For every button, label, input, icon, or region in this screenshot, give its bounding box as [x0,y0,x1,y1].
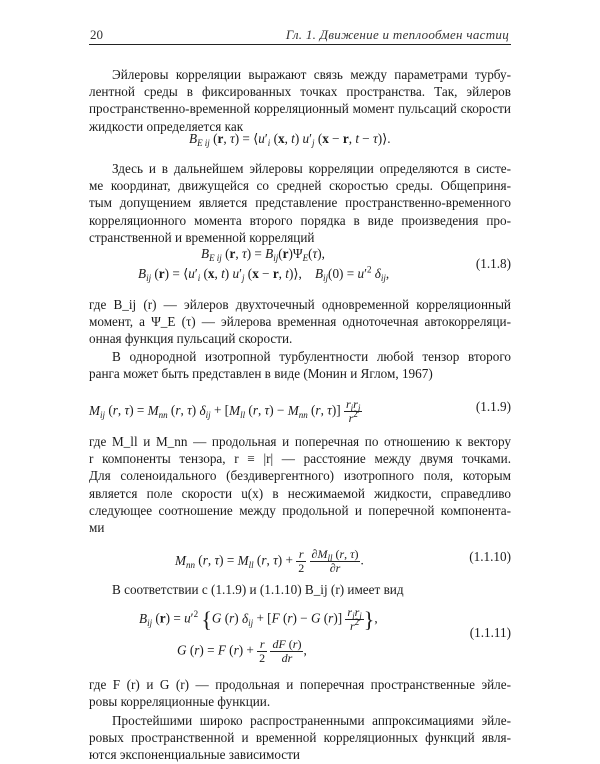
paragraph-4 [89,348,511,382]
formula: $M_{ij}$ (r, $\tau) = M_{nn}$ (r, τ) $\delta_{ij} + [M_{ll}$ (r, $\tau) - M_{nn}$ (r, τ)] $\frac{r_ir_j}{r^2}$ [89,397,361,425]
equation-1-1-9 [89,392,511,424]
equation-1-1-8 [89,245,511,285]
paragraph-5 [89,433,511,536]
equation-number: (1.1.9) [475,399,511,414]
text-line: Простейшими широко распространенными аппроксимациями эйле- [112,713,511,728]
text-line: лентной среды в фиксированных точках пространства. Так, эйлеров [89,84,511,100]
paragraph-8 [89,712,511,763]
paragraph-6 [89,581,511,598]
text-line: момент, а Ψ_E (τ) — эйлерова временная одноточечная автокорреляци- [89,314,511,330]
text-line: где M_ll и M_nn — продольная и поперечная по отношению к вектору [89,434,511,449]
text-line: жидкости определяется как [89,118,244,134]
text-line: ровы корреляционные функции. [89,694,271,710]
equation-number: (1.1.10) [469,549,511,564]
text-line: следующее соотношение между продольной и поперечной компонента- [89,502,511,518]
paragraph-2 [89,160,511,246]
text-line: В однородной изотропной турбулентности любой тензор второго [112,349,511,364]
text-line: странственной и временной корреляций [89,229,315,245]
text-line: тым допущением является представление пространственно-временного [89,195,511,211]
formula-line-2: G (r) = F (r) + $\frac{r}{2}$ $\frac{dF (r)}{dr}$ , [177,637,307,665]
equation-number: (1.1.11) [469,625,511,640]
paragraph-1 [89,66,511,135]
text-line: В соответствии с (1.1.9) и (1.1.10) B_ij (r) имеет вид [112,582,404,597]
formula: $B_{E ij}$ (r, $\tau) = ⟨u'_i$ (x, t) $u'_j$ (x − r, t − τ)⟩. [189,131,391,148]
text-line: где B_ij (r) — эйлеров двухточечный одновременной корреляционный [89,297,511,312]
text-line: ми [89,519,105,535]
formula: $M_{nn}$ (r, $\tau) = M_{ll}$ (r, τ) + $\frac{r}{2}$ $\frac{\partial M_{ll} (r, \tau)}{\partial r}$ . [175,547,364,575]
text-line: где F (r) и G (r) — продольная и поперечная пространственные эйле- [89,677,511,692]
text-line: ранга может быть представлен в виде (Монин и Яглом, 1967) [89,366,433,382]
text-line: Для соленоидального (бездивергентного) изотропного поля, которым [89,468,511,484]
equation-number: (1.1.8) [475,256,511,271]
equation-1-1-11 [89,602,511,670]
page-number: 20 [90,27,103,42]
paragraph-7 [89,676,511,710]
equation-euler-correlation [89,130,511,150]
text-line: корреляционного момента второго порядка в виде произведения про- [89,212,511,228]
text-line: является поле скорости u(x) в несжимаемой жидкости, справедливо [89,485,511,501]
formula-line-2: $B_{ij}$ $(r) = ⟨u'_i$ (x, t) $u'_j$ (x − r, t)⟩, $B_{ij}(0) = u'^2$ $\delta_{ij}$, [138,264,390,283]
text-line: ются экспоненциальные зависимости [89,747,300,763]
formula-line-1: $B_{ij}$ $(r) = u'^2$ {G (r) $\delta_{ij} + [F$ (r) − G (r)] $\frac{r_ir_j}{r^2}$ }, [139,605,378,633]
text-line: ме координат, движущейся со средней скоростью среды. Общеприня- [89,178,511,194]
running-header [89,26,511,45]
equation-1-1-10 [89,540,511,574]
text-line: ровых пространственной и временной корреляционных функций явля- [89,730,511,746]
text-line: r компоненты тензора, r ≡ |r| — расстояние между двумя точками. [89,451,511,467]
text-line: пространственно-временной корреляционный момент пульсаций скорости [89,101,511,117]
running-title: Гл. 1. Движение и теплообмен частиц [285,27,509,42]
paragraph-3 [89,296,511,348]
text-line: онная функция пульсаций скорости. [89,331,293,347]
text-line: Здесь и в дальнейшем эйлеровы корреляции определяются в систе- [112,161,511,176]
formula-line-1: $B_{E ij}$ (r, $\tau) = B_{ij}(r)\Psi_E(\tau)$, [201,246,325,263]
text-line: Эйлеровы корреляции выражают связь между параметрами турбу- [112,67,511,82]
